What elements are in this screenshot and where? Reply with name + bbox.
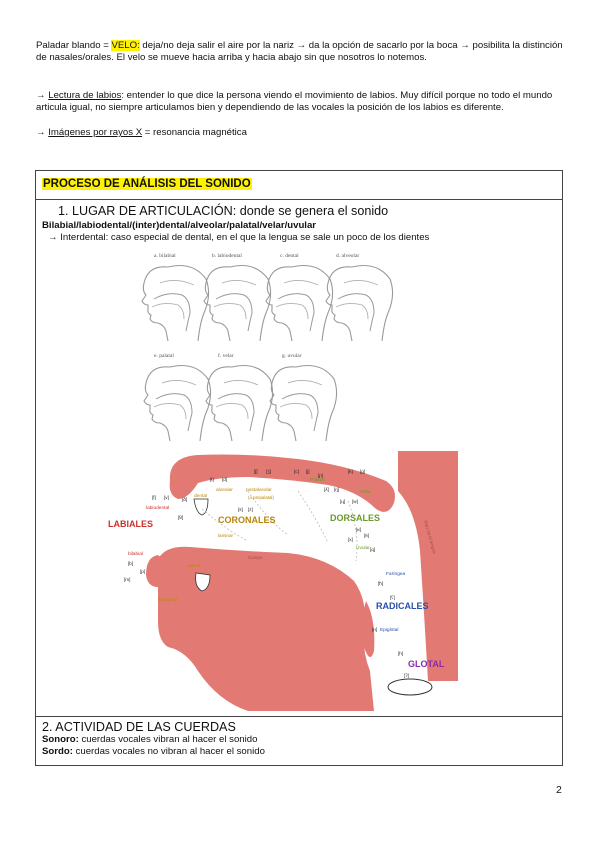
pharynx-wall [398,451,458,681]
label-alveolar: alveolar [216,488,233,493]
label-coronales: CORONALES [218,515,276,525]
table-header-row [36,171,562,200]
ipa-tag: [b] [128,561,134,566]
ipa-tag: [ɲ] [318,473,324,478]
sketch-caption: a. bilabial [154,253,176,259]
ipa-tag: [ʒ] [266,469,272,474]
ipa-tag: [ʕ] [390,595,395,600]
label-velar: Velar [360,490,371,495]
sordo-line [42,746,265,758]
articulation-heading: 1. LUGAR DE ARTICULACIÓN: donde se genera el sonido [58,204,389,218]
articulation-sketches [36,245,564,455]
ipa-tag: [z] [248,507,253,512]
sordo-definition: cuerdas vocales no vibran al hacer el sonido [72,746,265,757]
ipa-tag: [ɥ] [340,499,346,504]
analysis-table [35,170,563,766]
label-labiales: LABIALES [108,519,153,529]
glottis [388,679,432,695]
vocal-tract-diagram [98,451,458,711]
label-palatal: Palatal [310,478,325,483]
sonoro-definition: cuerdas vocales vibran al hacer el sonido [78,734,258,745]
ipa-tag: [w] [352,499,358,504]
sonoro-line [42,734,257,746]
arrow: → [36,127,49,138]
sketch-velar [206,352,273,441]
ipa-tag: [k] [348,469,353,474]
label-laminar: laminar [218,533,234,538]
label-cuerpo: Cuerpo [248,555,263,560]
table-title: PROCESO DE ANÁLISIS DEL SONIDO [43,178,251,190]
label-raiz: Raíz de la lengua [423,519,438,555]
articulation-section [36,199,562,717]
ipa-tag: [g] [360,469,366,474]
sketch-dental [266,253,333,341]
label-prepalatal: (o prepalatal) [248,495,274,500]
label-postalveolar: postalveolar [246,488,272,493]
sketch-uvular [270,353,337,441]
sketch-caption: e. palatal [154,353,174,359]
label-uvular: Uvular [356,546,370,551]
sketch-bilabial [142,253,209,341]
ipa-tag: [v] [164,495,169,500]
ipa-tag: [ʜ] [372,627,378,632]
vocal-cords-heading: 2. ACTIVIDAD DE LAS CUERDAS [42,720,236,734]
vocal-cords-section [36,716,562,765]
sketch-caption: c. dental [280,253,299,259]
sketch-caption: d. alveolar [336,253,360,259]
velo-highlight: VELO: [111,40,140,51]
ipa-tag: [h] [398,651,404,656]
ipa-tag: [f] [152,495,156,500]
label-apical: apical [188,563,201,568]
ipa-tag: [ʔ] [404,673,409,678]
sonoro-term: Sonoro: [42,734,79,745]
page-number: 2 [556,784,562,796]
ipa-tag: [p] [140,569,146,574]
lip-reading-explanation: : entender lo que dice la persona viendo el movimiento de labios. Muy difícil porque no todo el mundo articula igual, no siempre articulamos bien y dependiendo de las vocales la posición de los labios es diferente. [36,90,553,113]
ipa-tag: [ʎ] [324,487,329,492]
ipa-tag: [c] [294,469,299,474]
velo-paragraph [36,40,564,64]
ipa-tag: [ð] [182,497,188,502]
label-bilabial: bilabial [128,552,143,557]
ipa-tag: [j] [306,469,310,474]
label-radicales: RADICALES [376,601,429,611]
ipa-tag: [ŋ] [334,487,340,492]
ipa-tag: [x] [348,537,353,542]
xray-term: Imágenes por rayos X [48,127,143,138]
arrow: → [36,90,49,101]
ipa-tag: [ʃ] [254,469,258,474]
ipa-tag: [m] [124,577,131,582]
sketch-labiodental [204,253,271,341]
label-faringea: Faríngea [386,572,406,577]
label-labiodental: labiodental [146,506,170,511]
ipa-tag: [ʀ] [364,533,370,538]
label-dorsales: DORSALES [330,513,381,523]
lip-reading-term: Lectura de labios [48,90,122,101]
label-dental: dental [194,494,208,499]
sketch-alveolar [326,253,393,341]
ipa-tag: [q] [370,547,376,552]
label-epiglotal: Epiglotal [380,628,399,633]
lip-reading-paragraph [36,90,564,114]
articulation-places: Bilabial/labiodental/(inter)dental/alveolar/palatal/velar/uvular [42,220,317,231]
label-subapical: subapical [158,597,178,602]
sketch-palatal [144,353,211,441]
sketch-caption: g. uvular [282,353,302,359]
ipa-tag: [d] [222,477,228,482]
paladar-term: Paladar blando = [36,40,112,51]
interdental-note: → Interdental: caso especial de dental, en el que la lengua se sale un poco de los dientes [48,232,430,243]
xray-paragraph [36,127,564,139]
ipa-tag: [t] [210,477,214,482]
ipa-tag: [s] [238,507,243,512]
ipa-tag: [ʁ] [356,527,362,532]
tongue-jaw [158,547,374,711]
sordo-term: Sordo: [42,746,73,757]
ipa-tag: [θ] [178,515,184,520]
ipa-tag: [ħ] [378,581,384,586]
xray-explanation: = resonancia magnética [142,127,247,138]
velo-explanation: deja/no deja salir el aire por la nariz → da la opción de sacarlo por la boca → posibilita la distinción de nasales/orales. El velo se mueve hacia arriba y hacia abajo sin que nosotros lo notemos. [36,40,563,63]
sketch-caption: b. labiodental [212,253,242,259]
label-glotal: GLOTAL [408,659,445,669]
sketch-caption: f. velar [218,353,234,359]
